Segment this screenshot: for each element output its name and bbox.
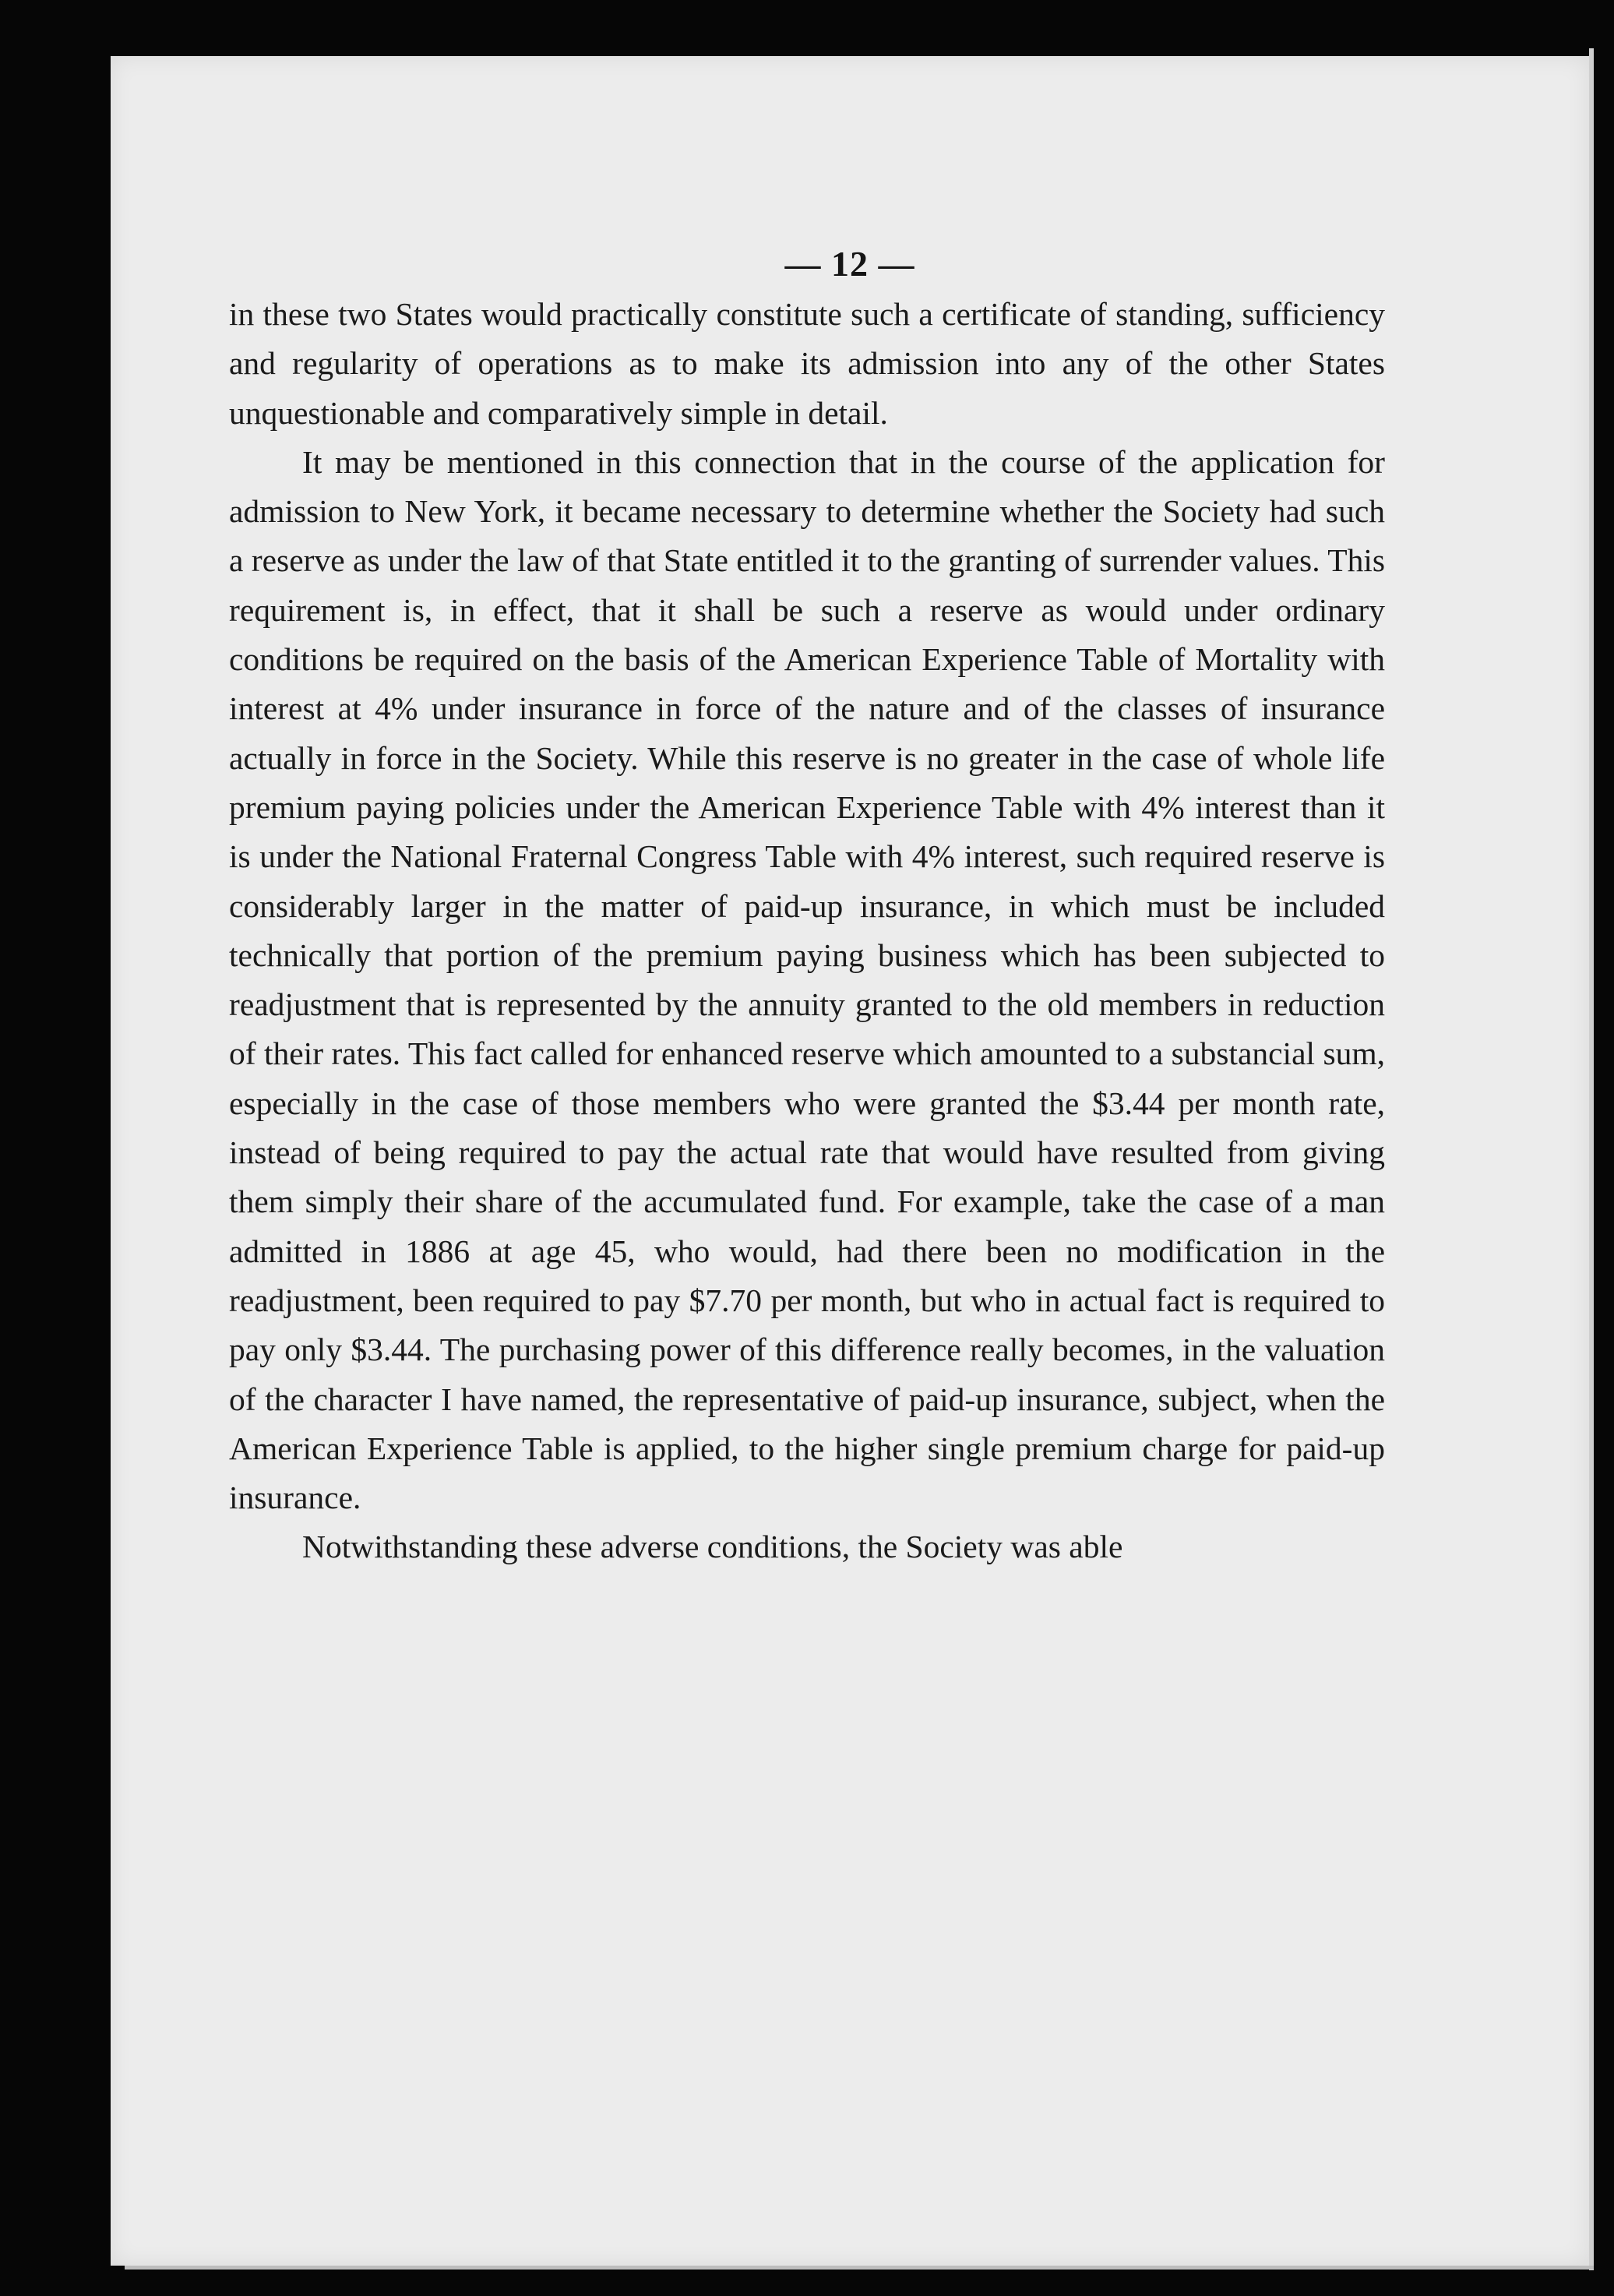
paragraph-3: Notwithstanding these adverse conditions, the Society was able	[302, 1529, 1123, 1565]
page-number: — 12 —	[784, 244, 915, 284]
page-right-edge	[1589, 48, 1594, 2270]
page-bottom-edge	[125, 2266, 1594, 2270]
paragraph-1: in these two States would practically constitute such a certificate of standing, sufficiency and regularity of operations as to make its admission into any of the other States unquestionable and comparatively simple in detail.	[229, 296, 1385, 431]
body-text	[229, 290, 1385, 1572]
paragraph-2: It may be mentioned in this connection that in the course of the application for admission to New York, it became necessary to determine whether the Society had such a reserve as under the law of that State entitled it to the granting of surrender values. This requirement is, in effect, that it shall be such a reserve as would under ordinary conditions be required on the basis of the American Experience Table of Mortality with interest at 4% under insurance in force of the nature and of the classes of insurance actually in force in the Society. While this reserve is no greater in the case of whole life premium paying policies under the American Experience Table with 4% interest than it is under the National Fraternal Congress Table with 4% interest, such required reserve is considerably larger in the matter of paid-up insurance, in which must be included technically that portion of the premium paying business which has been subjected to readjustment that is represented by the annuity granted to the old members in reduction of their rates. This fact called for enhanced reserve which amounted to a substancial sum, especially in the case of those members who were granted the $3.44 per month rate, instead of being required to pay the actual rate that would have resulted from giving them simply their share of the accumulated fund. For example, take the case of a man admitted in 1886 at age 45, who would, had there been no modification in the readjustment, been required to pay $7.70 per month, but who in actual fact is required to pay only $3.44. The purchasing power of this difference really becomes, in the valuation of the character I have named, the representative of paid-up insurance, subject, when the American Experience Table is applied, to the higher single premium charge for paid-up insurance.	[229, 443, 1385, 1516]
